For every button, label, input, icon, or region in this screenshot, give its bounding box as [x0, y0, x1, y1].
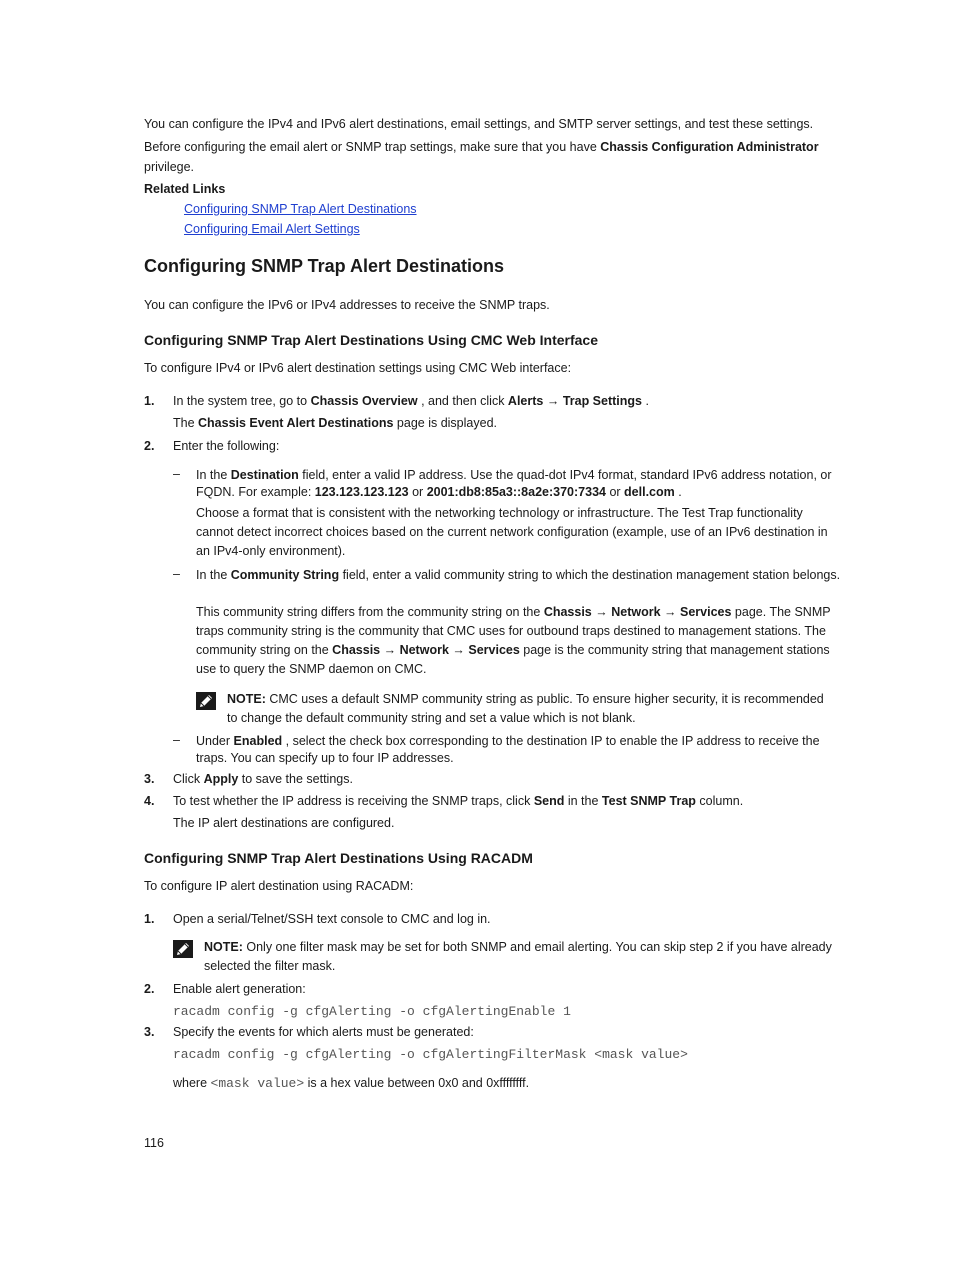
racadm-step-2: Enable alert generation:	[173, 982, 306, 996]
step-text: field, enter a valid community string to which the destination management station belongs.	[339, 568, 841, 582]
step-number: 3.	[144, 772, 155, 786]
note-pencil-icon	[196, 692, 216, 710]
step-number: 2.	[144, 982, 155, 996]
enabled-bullet	[196, 733, 841, 766]
note-label: NOTE:	[227, 692, 266, 706]
step-text: .	[674, 484, 682, 499]
ui-term: Services	[468, 643, 520, 657]
section-intro: You can configure the IPv6 or IPv4 addresses to receive the SNMP traps.	[144, 298, 550, 312]
step-text: .	[642, 394, 649, 408]
arrow: →	[543, 394, 563, 408]
ui-term: Enabled	[233, 734, 283, 748]
web-subsection-title: Configuring SNMP Trap Alert Destinations Using CMC Web Interface	[144, 332, 599, 348]
step-number: 3.	[144, 1025, 155, 1039]
ui-term: Chassis Event Alert Destinations	[198, 416, 394, 430]
step-number: 4.	[144, 794, 155, 808]
dash-bullet: –	[173, 733, 180, 747]
ui-term: Test SNMP Trap	[601, 794, 696, 808]
racadm-subsection-title: Configuring SNMP Trap Alert Destinations Using RACADM	[144, 850, 533, 866]
step-text: page. The SNMP traps community string is the community that CMC uses for outbound traps destined to management stations. The community string on the	[196, 605, 831, 657]
step-text: page is the community string that management stations use to query the SNMP daemon on CMC.	[196, 643, 830, 676]
step-text: where	[173, 1076, 211, 1090]
note-text: Only one filter mask may be set for both SNMP and email alerting. You can skip step 2 if you have already selected the filter mask.	[204, 940, 832, 973]
dash-bullet: –	[173, 467, 180, 481]
step-text: In the	[196, 568, 231, 582]
web-step-1-result	[173, 414, 843, 433]
racadm-intro: To configure IP alert destination using RACADM:	[144, 879, 414, 893]
step-text: In the	[196, 468, 231, 482]
ui-term: Network	[611, 605, 661, 619]
ui-term: Chassis Overview	[310, 394, 418, 408]
step-text: The	[173, 416, 199, 430]
step-text: column.	[695, 794, 744, 808]
note-community-default	[227, 690, 837, 728]
racadm-step-1: Open a serial/Telnet/SSH text console to CMC and log in.	[173, 912, 491, 926]
intro-line-3: privilege.	[144, 160, 195, 174]
step-text: in the	[564, 794, 602, 808]
ui-term: Send	[533, 794, 565, 808]
related-link-email	[184, 220, 360, 239]
step-number: 2.	[144, 439, 155, 453]
inline-code: <mask value>	[210, 1076, 305, 1091]
code-enable-alerting: racadm config -g cfgAlerting -o cfgAlertingEnable 1	[173, 1004, 571, 1019]
example-ipv6: 2001:db8:85a3::8a2e:370:7334	[426, 484, 606, 499]
ui-term: Network	[399, 643, 449, 657]
step-text: Click	[173, 772, 204, 786]
note-label: NOTE:	[204, 940, 243, 954]
link-email-alert[interactable]: Configuring Email Alert Settings	[184, 222, 360, 236]
ui-term: Destination	[230, 468, 299, 482]
step-text: is a hex value between 0x0 and 0xffffffff.	[304, 1076, 530, 1090]
web-intro: To configure IPv4 or IPv6 alert destination settings using CMC Web interface:	[144, 361, 572, 375]
page-number: 116	[144, 1136, 164, 1150]
web-step-4	[173, 792, 843, 811]
mask-value-explanation	[173, 1074, 843, 1093]
step-text: to save the settings.	[238, 772, 353, 786]
step-text: To test whether the IP address is receiving the SNMP traps, click	[173, 794, 534, 808]
link-snmp-trap[interactable]: Configuring SNMP Trap Alert Destinations	[184, 202, 417, 216]
ui-term: Community String	[230, 568, 340, 582]
step-number: 1.	[144, 394, 155, 408]
intro-text: Before configuring the email alert or SNMP trap settings, make sure that you have	[144, 140, 601, 154]
code-filter-mask: racadm config -g cfgAlerting -o cfgAlertingFilterMask <mask value>	[173, 1047, 688, 1062]
step-text: , and then click	[417, 394, 508, 408]
step-text: In the system tree, go to	[173, 394, 311, 408]
ui-term: Chassis	[543, 605, 592, 619]
step-text: page is displayed.	[393, 416, 497, 430]
destination-bullet	[196, 467, 841, 500]
community-string-explanation: This community string differs from the community string on the Chassis → Network → Services page. The SNMP traps community string is the community that CMC uses for outbound traps destined to management stations. The community string on the Chassis → Network → Services page is the community string that management stations use to query the SNMP daemon on CMC.	[196, 605, 831, 676]
ui-term: Services	[680, 605, 732, 619]
step-text: or	[605, 484, 625, 499]
ui-term: Alerts	[507, 394, 544, 408]
step-text: Under	[196, 734, 234, 748]
web-step-3	[173, 770, 843, 789]
example-fqdn: dell.com	[624, 484, 675, 499]
intro-line-2	[144, 138, 844, 157]
step-text: , select the check box corresponding to the destination IP to enable the IP address to receive the traps. You can specify up to four IP addresses.	[196, 734, 820, 765]
related-link-snmp	[184, 200, 417, 219]
section-title: Configuring SNMP Trap Alert Destinations	[144, 256, 505, 276]
ui-term: Chassis	[332, 643, 381, 657]
privilege-name: Chassis Configuration Administrator	[600, 140, 819, 154]
note-text: CMC uses a default SNMP community string as public. To ensure higher security, it is recommended to change the default community string and set a value which is not blank.	[227, 692, 824, 725]
community-string-bullet	[196, 567, 841, 584]
ui-term: Trap Settings	[562, 394, 642, 408]
dash-bullet: –	[173, 567, 180, 581]
web-step-4-result: The IP alert destinations are configured.	[173, 816, 395, 830]
web-step-1	[173, 392, 843, 411]
example-ip: 123.123.123.123	[314, 484, 409, 499]
step-text: field, enter a valid IP address. Use the quad-dot IPv4 format, standard IPv6 address notation, or FQDN. For example:	[196, 468, 832, 499]
step-text: This community string differs from the community string on the	[196, 605, 544, 619]
web-step-2: Enter the following:	[173, 439, 280, 453]
destination-explanation: Choose a format that is consistent with the networking technology or infrastructure. The Test Trap functionality cannot detect incorrect choices based on the current network configuration (example, use of an IPv6 destination in an IPv4-only environment).	[196, 506, 828, 558]
note-filter-mask	[204, 938, 834, 976]
related-links-heading: Related Links	[144, 182, 226, 196]
step-text: or	[408, 484, 427, 499]
racadm-step-3: Specify the events for which alerts must be generated:	[173, 1025, 474, 1039]
intro-line-1: You can configure the IPv4 and IPv6 alert destinations, email settings, and SMTP server settings, and test these settings.	[144, 117, 814, 131]
step-number: 1.	[144, 912, 155, 926]
ui-term: Apply	[203, 772, 239, 786]
note-pencil-icon	[173, 940, 193, 958]
